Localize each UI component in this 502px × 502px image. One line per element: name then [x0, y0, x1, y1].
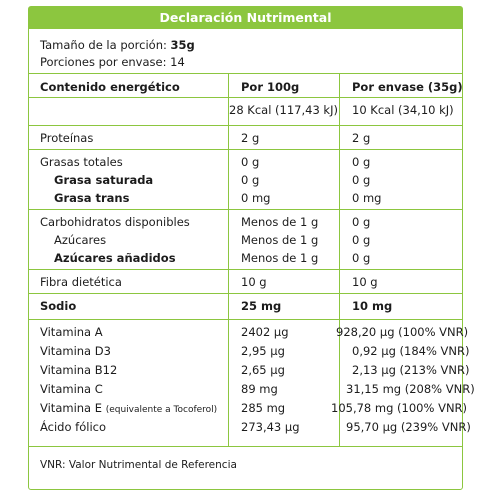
proteins-label: Proteínas	[40, 131, 94, 145]
vitamin-b12-label: Vitamina B12	[40, 363, 118, 377]
divider	[29, 269, 462, 270]
column-header-per-package: Por envase (35g)	[352, 80, 463, 94]
column-divider	[228, 73, 229, 446]
divider	[29, 319, 462, 320]
divider	[29, 125, 462, 126]
vitamin-a-label: Vitamina A	[40, 325, 103, 339]
added-sugars-per100: Menos de 1 g	[241, 251, 319, 265]
divider	[29, 293, 462, 294]
saturated-fat-per100: 0 g	[241, 173, 260, 187]
column-header-per100: Por 100g	[241, 80, 300, 94]
added-sugars-label: Azúcares añadidos	[54, 251, 176, 265]
vitamin-e-per-package: 105,78 mg (100% VNR)	[331, 401, 468, 415]
carbs-label: Carbohidratos disponibles	[40, 215, 190, 229]
serving-size-value: 35g	[170, 38, 195, 52]
vitamin-b12-per-package: 2,13 µg (213% VNR)	[352, 363, 470, 377]
vitamin-d3-per100: 2,95 µg	[241, 344, 285, 358]
column-divider	[339, 73, 340, 446]
serving-size-label: Tamaño de la porción:	[40, 38, 171, 52]
vitamin-c-per-package: 31,15 mg (208% VNR)	[346, 382, 475, 396]
divider	[29, 446, 462, 447]
fiber-label: Fibra dietética	[40, 275, 122, 289]
divider	[29, 149, 462, 150]
folic-acid-per100: 273,43 µg	[241, 420, 300, 434]
total-fat-per-package: 0 g	[352, 155, 371, 169]
vitamin-b12-per100: 2,65 µg	[241, 363, 285, 377]
vitamin-a-per-package: 928,20 µg (100% VNR)	[336, 325, 469, 339]
vitamin-c-per100: 89 mg	[241, 382, 278, 396]
proteins-per-package: 2 g	[352, 131, 371, 145]
energy-per-package: 10 Kcal (34,10 kJ)	[352, 103, 454, 117]
vitamin-a-per100: 2402 µg	[241, 325, 289, 339]
trans-fat-label: Grasa trans	[54, 191, 130, 205]
vitamin-d3-label: Vitamina D3	[40, 344, 111, 358]
energy-per100: 28 Kcal (117,43 kJ)	[229, 103, 338, 117]
trans-fat-per100: 0 mg	[241, 191, 271, 205]
trans-fat-per-package: 0 mg	[352, 191, 382, 205]
vitamin-e-per100: 285 mg	[241, 401, 286, 415]
divider	[29, 97, 462, 98]
fiber-per100: 10 g	[241, 275, 267, 289]
serving-size	[40, 38, 195, 52]
sugars-per100: Menos de 1 g	[241, 233, 319, 247]
folic-acid-label: Ácido fólico	[40, 420, 107, 434]
total-fat-per100: 0 g	[241, 155, 260, 169]
portions-per-package: Porciones por envase: 14	[40, 55, 185, 69]
sodium-per100: 25 mg	[241, 299, 282, 313]
saturated-fat-per-package: 0 g	[352, 173, 371, 187]
sugars-label: Azúcares	[54, 233, 107, 247]
vitamin-d3-per-package: 0,92 µg (184% VNR)	[352, 344, 470, 358]
folic-acid-per-package: 95,70 µg (239% VNR)	[346, 420, 471, 434]
sodium-label: Sodio	[40, 299, 77, 313]
footnote: VNR: Valor Nutrimental de Referencia	[40, 459, 237, 471]
fiber-per-package: 10 g	[352, 275, 378, 289]
divider	[29, 209, 462, 210]
carbs-per100: Menos de 1 g	[241, 215, 319, 229]
column-header-content: Contenido energético	[40, 80, 180, 94]
table-title: Declaración Nutrimental	[29, 7, 462, 29]
nutrition-facts-table	[28, 6, 475, 490]
sugars-per-package: 0 g	[352, 233, 371, 247]
added-sugars-per-package: 0 g	[352, 251, 371, 265]
saturated-fat-label: Grasa saturada	[54, 173, 154, 187]
vitamin-c-label: Vitamina C	[40, 382, 103, 396]
vitamin-e-label: Vitamina E	[40, 401, 106, 415]
proteins-per100: 2 g	[241, 131, 260, 145]
total-fat-label: Grasas totales	[40, 155, 123, 169]
sodium-per-package: 10 mg	[352, 299, 393, 313]
vitamin-e-note: (equivalente a Tocoferol)	[105, 405, 218, 415]
carbs-per-package: 0 g	[352, 215, 371, 229]
divider	[29, 73, 462, 74]
vitamin-e	[40, 401, 217, 415]
